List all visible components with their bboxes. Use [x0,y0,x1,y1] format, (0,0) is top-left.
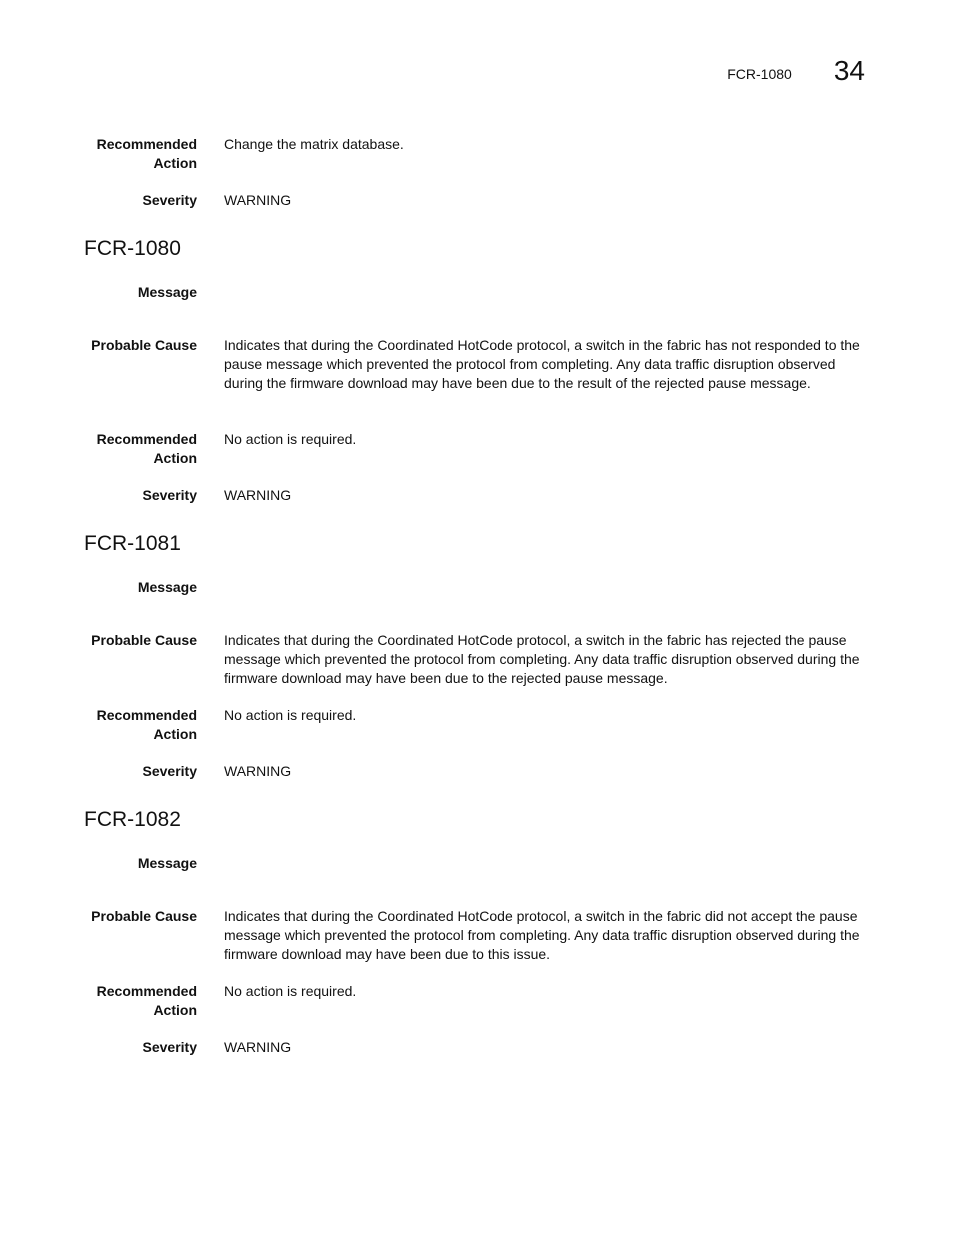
probable-cause-value: Indicates that during the Coordinated HotCode protocol, a switch in the fabric has not responded to the pause message which prevented the protocol from completing. Any data traffic disruption observed during the firmware download may have been due to the result of the rejected pause message. [224,337,860,391]
message-label: Message [137,284,197,300]
section-title-fcr-1080: FCR-1080 [84,237,181,260]
chapter-number: 34 [833,55,865,86]
recommended-action-label: Recommended Action [96,707,197,742]
section-title-fcr-1081: FCR-1081 [84,532,181,555]
severity-value: WARNING [224,1039,292,1055]
severity-label: Severity [142,763,197,779]
recommended-action-value: No action is required. [224,707,357,723]
section-title-fcr-1082: FCR-1082 [84,808,181,831]
message-label: Message [137,855,197,871]
recommended-action-value: No action is required. [224,983,357,999]
recommended-action-value: Change the matrix database. [224,136,404,152]
message-label: Message [137,579,197,595]
recommended-action-label: Recommended Action [96,136,197,171]
probable-cause-label: Probable Cause [91,908,197,924]
severity-value: WARNING [224,192,292,208]
recommended-action-value: No action is required. [224,431,357,447]
severity-label: Severity [142,1039,197,1055]
recommended-action-label: Recommended Action [96,983,197,1018]
recommended-action-label: Recommended Action [96,431,197,466]
severity-label: Severity [142,487,197,503]
severity-value: WARNING [224,487,292,503]
probable-cause-label: Probable Cause [91,632,197,648]
probable-cause-label: Probable Cause [91,337,197,353]
severity-value: WARNING [224,763,292,779]
probable-cause-value: Indicates that during the Coordinated HotCode protocol, a switch in the fabric has rejected the pause message which prevented the protocol from completing. Any data traffic disruption observed during the firmware download may have been due to the rejected pause message. [224,632,860,686]
header-message-ref: FCR-1080 [727,66,792,82]
page-header [727,54,865,88]
severity-label: Severity [142,192,197,208]
probable-cause-value: Indicates that during the Coordinated HotCode protocol, a switch in the fabric did not accept the pause message which prevented the protocol from completing. Any data traffic disruption observed during the firmware download may have been due to this issue. [224,908,860,962]
